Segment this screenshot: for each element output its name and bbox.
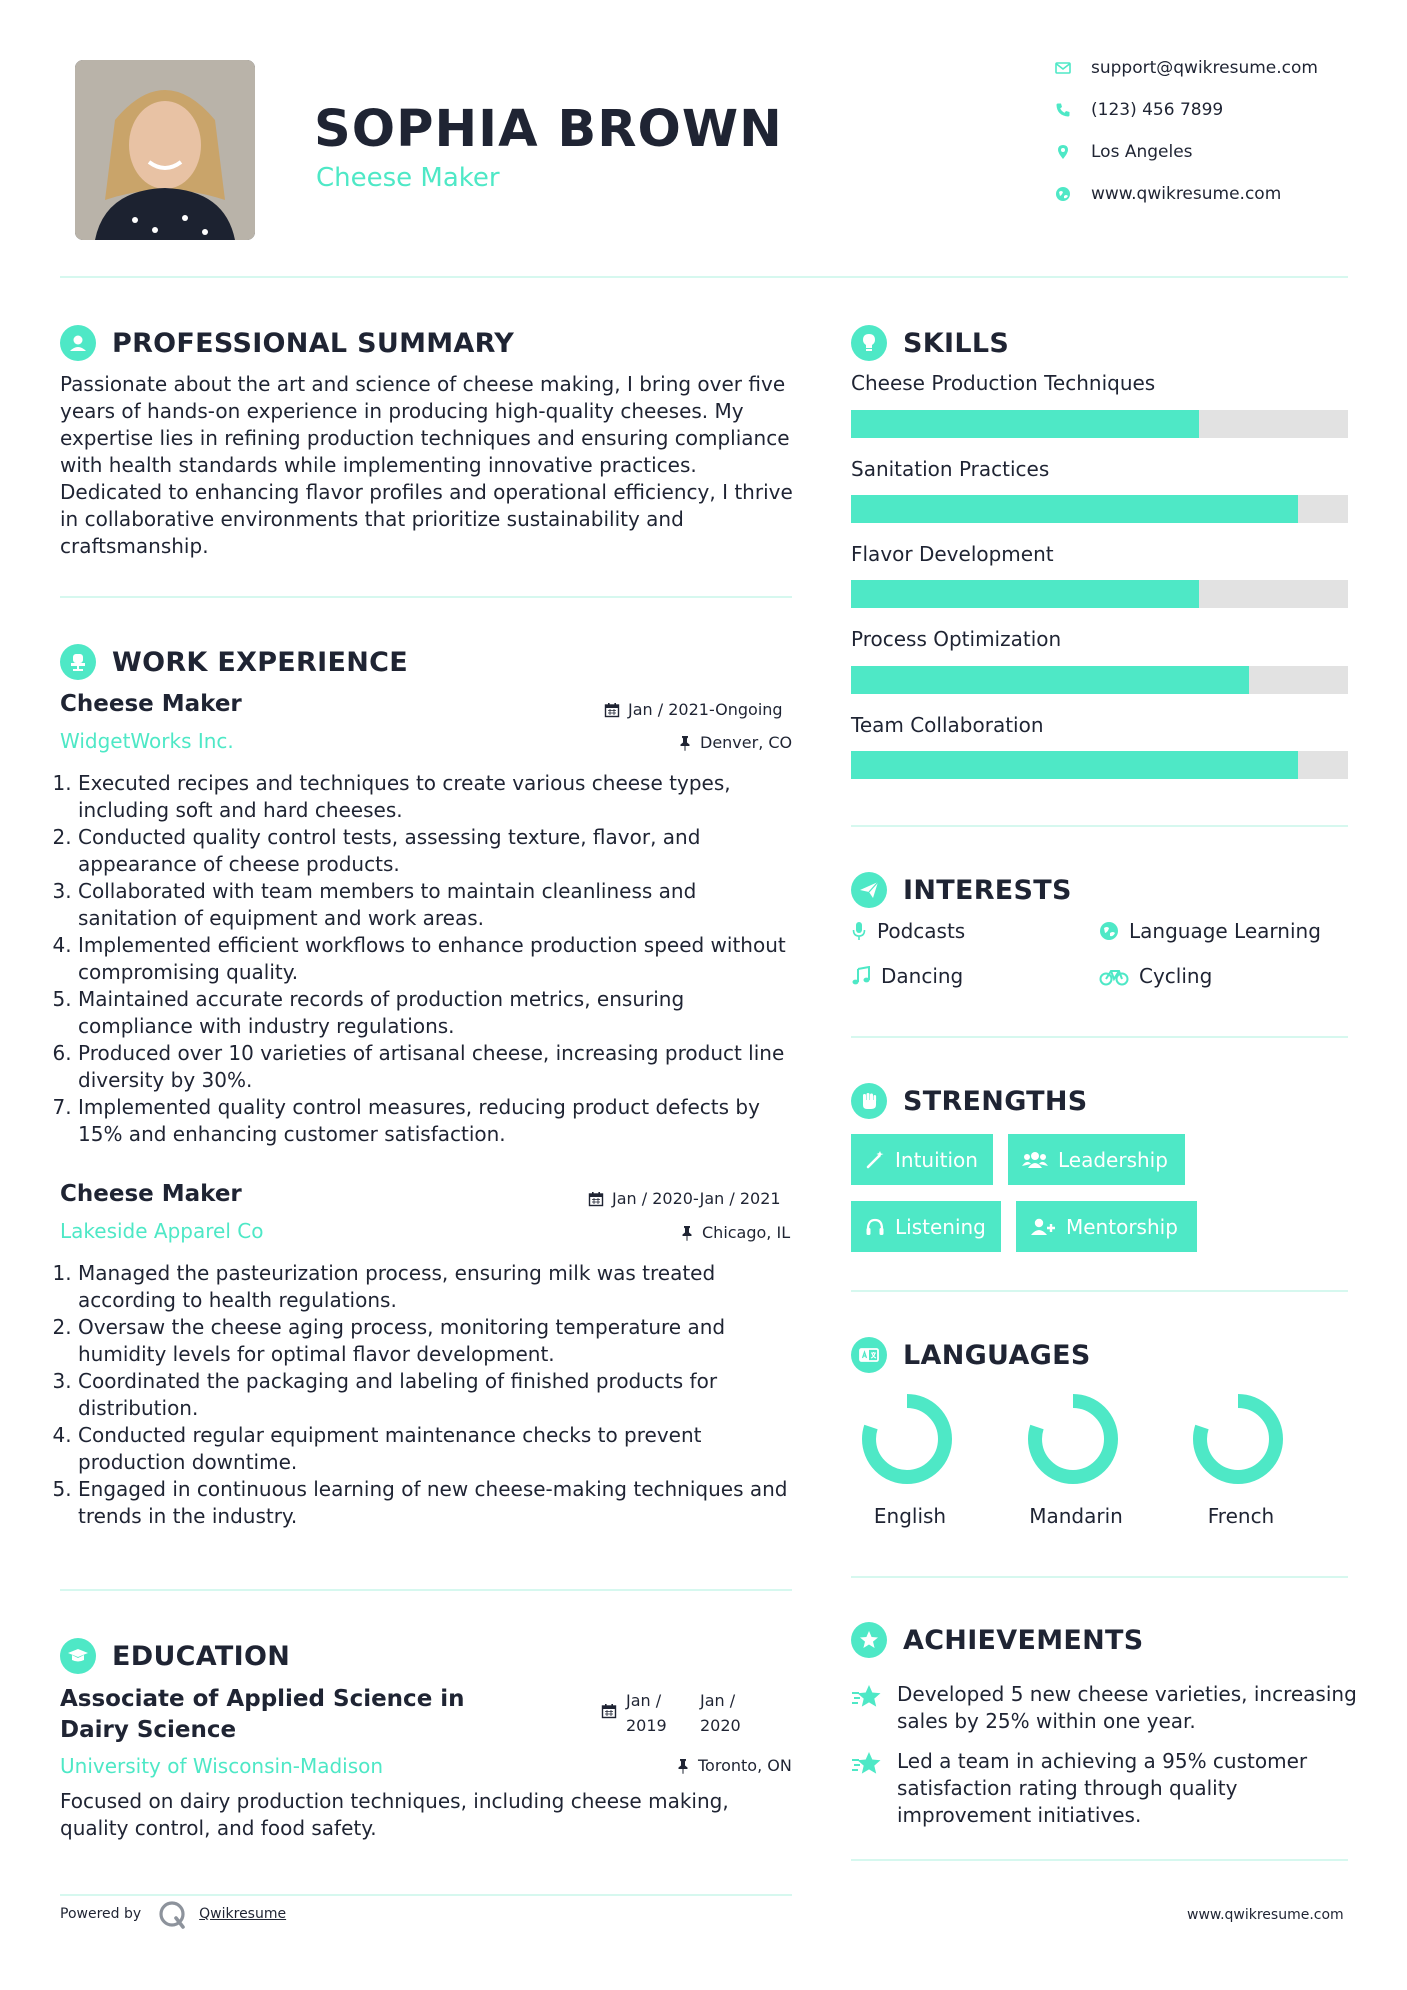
education-divider <box>60 1894 792 1896</box>
envelope-icon <box>1055 60 1071 76</box>
edu-location: Toronto, ON <box>676 1756 792 1775</box>
skill-bar-fill <box>851 410 1199 438</box>
strength-badge: Intuition <box>851 1134 993 1185</box>
edu-end-date: Jan / 2020 <box>700 1691 741 1735</box>
languages-heading: LANGUAGES <box>851 1337 1091 1373</box>
skills-divider <box>851 825 1348 827</box>
footer-site-link[interactable]: www.qwikresume.com <box>1187 1907 1344 1923</box>
summary-divider <box>60 596 792 598</box>
fist-icon <box>851 1083 887 1119</box>
paper-plane-icon <box>851 872 887 908</box>
interest-item: Dancing <box>851 964 963 988</box>
skill-name: Sanitation Practices <box>851 457 1050 481</box>
education-heading: EDUCATION <box>60 1638 290 1674</box>
profile-photo <box>75 60 255 240</box>
list-item: 6. Produced over 10 varieties of artisanal cheese, increasing product line diversity by 30%. <box>78 1040 800 1094</box>
job-title: Cheese Maker <box>60 1181 242 1207</box>
skill-bar <box>851 495 1348 523</box>
strength-badge: Listening <box>851 1201 1001 1252</box>
calendar-icon <box>604 702 620 718</box>
company-name: WidgetWorks Inc. <box>60 729 234 753</box>
users-icon <box>1022 1150 1048 1170</box>
interests-divider <box>851 1036 1348 1038</box>
phone-icon <box>1055 102 1071 118</box>
calendar-icon <box>601 1703 617 1719</box>
language-icon <box>851 1337 887 1373</box>
language-ring <box>860 1392 954 1486</box>
pushpin-icon <box>680 1225 694 1241</box>
pushpin-icon <box>678 735 692 751</box>
skill-bar-fill <box>851 751 1298 779</box>
pushpin-icon <box>676 1758 690 1774</box>
qwikresume-link[interactable]: Qwikresume <box>199 1906 287 1922</box>
job-location: Chicago, IL <box>680 1223 790 1242</box>
headphones-icon <box>865 1217 885 1237</box>
skill-bar-fill <box>851 495 1298 523</box>
strength-badge: Mentorship <box>1016 1201 1197 1252</box>
bicycle-icon <box>1099 966 1129 986</box>
language-name: Mandarin <box>1029 1504 1123 1528</box>
list-item: 3. Coordinated the packaging and labeling of finished products for distribution. <box>78 1368 800 1422</box>
interest-item: Podcasts <box>851 919 965 943</box>
calendar-icon-wrap <box>601 1703 625 1719</box>
list-item: 1. Managed the pasteurization process, ensuring milk was treated according to health regulations. <box>78 1260 800 1314</box>
work-divider <box>60 1589 792 1591</box>
company-name: Lakeside Apparel Co <box>60 1219 264 1243</box>
magic-wand-icon <box>865 1150 885 1170</box>
language-name: French <box>1207 1504 1275 1528</box>
list-item: 5. Maintained accurate records of production metrics, ensuring compliance with industry regulations. <box>78 986 800 1040</box>
interests-heading: INTERESTS <box>851 872 1072 908</box>
skill-name: Team Collaboration <box>851 713 1044 737</box>
job-title: Cheese Maker <box>60 691 242 717</box>
summary-text: Passionate about the art and science of cheese making, I bring over five years of hands-on experience in producing high-quality cheeses. My expertise lies in refining production techniques and ensuring compliance with health standards while implementing innovative practices. Dedicated to enhancing flavor profiles and operational efficiency, I thrive in collaborative environments that prioritize sustainability and craftsmanship. <box>60 372 793 558</box>
job-location: Denver, CO <box>678 733 792 752</box>
candidate-name: SOPHIA BROWN <box>314 100 783 159</box>
list-item: 5. Engaged in continuous learning of new cheese-making techniques and trends in the industry. <box>78 1476 800 1530</box>
list-item: 2. Oversaw the cheese aging process, monitoring temperature and humidity levels for optimal flavor development. <box>78 1314 800 1368</box>
strengths-heading: STRENGTHS <box>851 1083 1088 1119</box>
list-item: 4. Conducted regular equipment maintenance checks to prevent production downtime. <box>78 1422 800 1476</box>
skill-bar <box>851 410 1348 438</box>
work-heading: WORK EXPERIENCE <box>60 644 408 680</box>
summary-heading: PROFESSIONAL SUMMARY <box>60 325 514 361</box>
interest-item: Language Learning <box>1099 919 1321 943</box>
map-pin-icon <box>1055 144 1071 160</box>
star-icon <box>851 1750 885 1778</box>
star-badge-icon <box>851 1622 887 1658</box>
interest-item: Cycling <box>1099 964 1212 988</box>
job-duties <box>60 1260 800 1530</box>
skill-name: Process Optimization <box>851 627 1062 651</box>
achievements-divider <box>851 1859 1348 1861</box>
user-plus-icon <box>1030 1217 1056 1237</box>
skills-heading: SKILLS <box>851 325 1009 361</box>
language-name: English <box>873 1504 947 1528</box>
job-duties <box>60 770 800 1148</box>
education-description: Focused on dairy production techniques, including cheese making, quality control, and food safety. <box>60 1789 729 1840</box>
strengths-divider <box>851 1290 1348 1292</box>
footer-powered-by: Powered by Qwikresume <box>60 1897 286 1931</box>
globe-icon <box>1055 186 1071 202</box>
language-ring <box>1191 1392 1285 1486</box>
skill-bar <box>851 751 1348 779</box>
skill-name: Flavor Development <box>851 542 1054 566</box>
music-note-icon <box>851 966 871 986</box>
skill-name: Cheese Production Techniques <box>851 371 1156 395</box>
candidate-role: Cheese Maker <box>316 163 500 193</box>
degree-title: Associate of Applied Science in Dairy Science <box>60 1686 465 1743</box>
skill-bar-fill <box>851 580 1199 608</box>
list-item: 1. Executed recipes and techniques to create various cheese types, including soft and hard cheeses. <box>78 770 800 824</box>
list-item: 4. Implemented efficient workflows to enhance production speed without compromising quality. <box>78 932 800 986</box>
header-divider <box>60 276 1348 278</box>
skill-bar-fill <box>851 666 1249 694</box>
language-ring <box>1026 1392 1120 1486</box>
qwikresume-logo-icon <box>155 1897 189 1931</box>
achievements-heading: ACHIEVEMENTS <box>851 1622 1144 1658</box>
calendar-icon <box>588 1191 604 1207</box>
skill-bar <box>851 580 1348 608</box>
globe-icon <box>1099 921 1119 941</box>
list-item: 7. Implemented quality control measures, reducing product defects by 15% and enhancing customer satisfaction. <box>78 1094 800 1148</box>
school-name: University of Wisconsin-Madison <box>60 1754 384 1778</box>
briefcase-chair-icon <box>60 644 96 680</box>
job-date: Jan / 2021-Ongoing <box>604 700 783 719</box>
microphone-icon <box>851 921 867 941</box>
edu-start-date: Jan / 2019 <box>626 1691 667 1735</box>
languages-divider <box>851 1576 1348 1578</box>
job-date: Jan / 2020-Jan / 2021 <box>588 1189 781 1208</box>
list-item: 3. Collaborated with team members to maintain cleanliness and sanitation of equipment and work areas. <box>78 878 800 932</box>
user-icon <box>60 325 96 361</box>
star-icon <box>851 1683 885 1711</box>
strength-badge: Leadership <box>1008 1134 1185 1185</box>
skill-bar <box>851 666 1348 694</box>
list-item: 2. Conducted quality control tests, assessing texture, flavor, and appearance of cheese products. <box>78 824 800 878</box>
graduation-cap-icon <box>60 1638 96 1674</box>
lightbulb-icon <box>851 325 887 361</box>
